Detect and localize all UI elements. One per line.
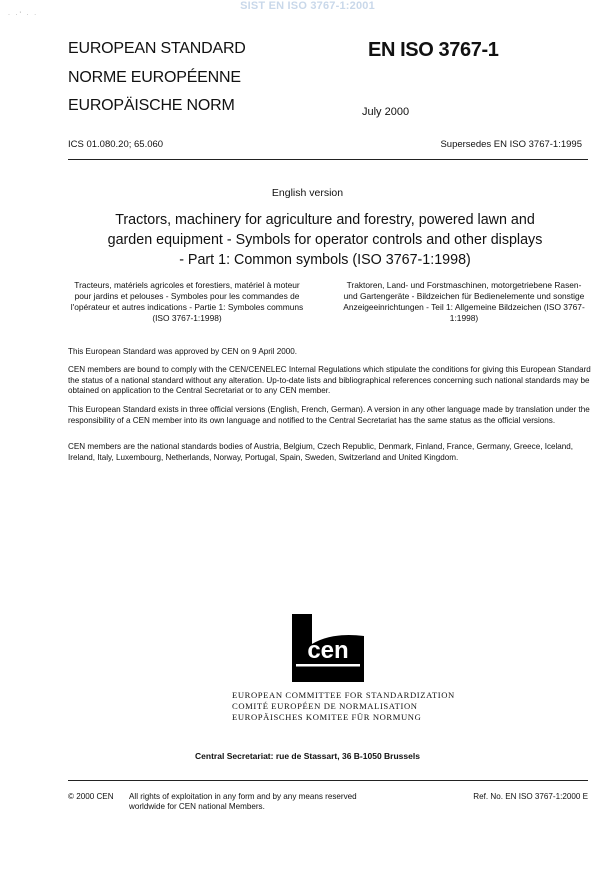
- ics-code: ICS 01.080.20; 65.060: [68, 139, 164, 150]
- committee-en: EUROPEAN COMMITTEE FOR STANDARDIZATION: [232, 690, 455, 700]
- members-paragraph: CEN members are the national standards bodies of Austria, Belgium, Czech Republic, Denmark, Finland, France, Germany, Greece, Iceland, Ireland, Italy, Luxembourg, Netherlands, Norway, Portugal, Spain, Sweden, Switzerland and United Kingdom.: [68, 442, 574, 462]
- committee-de: EUROPÄISCHES KOMITEE FÜR NORMUNG: [232, 712, 422, 722]
- cen-logo-text: cen: [307, 637, 349, 664]
- header-divider: [68, 159, 588, 160]
- standard-title-en: EUROPEAN STANDARD: [68, 40, 246, 57]
- publication-date: July 2000: [362, 106, 410, 118]
- copyright: © 2000 CEN: [68, 792, 114, 801]
- cen-logo: [292, 614, 364, 682]
- footer-divider: [68, 780, 588, 781]
- german-title: Traktoren, Land- und Forstmaschinen, motorgetriebene Rasen- und Gartengeräte - Bildzeichen für Bedienelemente und sonstige Anzeigeeinrichtungen - Teil 1: Allgemeine Bildzeichen (ISO 3767-1:1998): [343, 280, 585, 323]
- central-secretariat: Central Secretariat: rue de Stassart, 36 B-1050 Brussels: [195, 751, 420, 761]
- committee-names: [232, 690, 532, 723]
- reference-number: Ref. No. EN ISO 3767-1:2000 E: [473, 792, 588, 801]
- compliance-paragraph: CEN members are bound to comply with the CEN/CENELEC Internal Regulations which stipulate the conditions for giving this European Standard the status of a national standard without any alteration. Up-to-date lists and bibliographical references concerning such national standards may be obtained on application to the Central Secretariat or to any CEN member.: [68, 365, 591, 395]
- version-label: English version: [271, 187, 344, 199]
- french-title: Tracteurs, matériels agricoles et forestiers, matériel à moteur pour jardins et pelouses - Symboles pour les commandes de l'opérateur et autres indications - Partie 1: Symboles communs (ISO 3767-1:1998): [70, 280, 304, 323]
- standard-title-fr: NORME EUROPÉENNE: [68, 69, 241, 86]
- committee-fr: COMITÉ EUROPÉEN DE NORMALISATION: [232, 701, 418, 711]
- scan-specks: · ·' · ·: [8, 12, 39, 18]
- watermark: SIST EN ISO 3767-1:2001: [240, 0, 375, 12]
- standard-number: EN ISO 3767-1: [368, 39, 499, 61]
- supersedes-note: Supersedes EN ISO 3767-1:1995: [440, 139, 582, 150]
- document-title: Tractors, machinery for agriculture and forestry, powered lawn and garden equipment - Symbols for operator controls and other displays - Part 1: Common symbols (ISO 3767-1:1998): [107, 212, 543, 268]
- standard-title-de: EUROPÄISCHE NORM: [68, 97, 235, 114]
- rights-statement: All rights of exploitation in any form and by any means reserved worldwide for CEN national Members.: [129, 792, 357, 811]
- approval-paragraph: This European Standard was approved by CEN on 9 April 2000.: [68, 347, 298, 356]
- versions-paragraph: This European Standard exists in three official versions (English, French, German). A version in any other language made by translation under the responsibility of a CEN member into its own language and notified to the Central Secretariat has the same status as the official versions.: [68, 405, 590, 425]
